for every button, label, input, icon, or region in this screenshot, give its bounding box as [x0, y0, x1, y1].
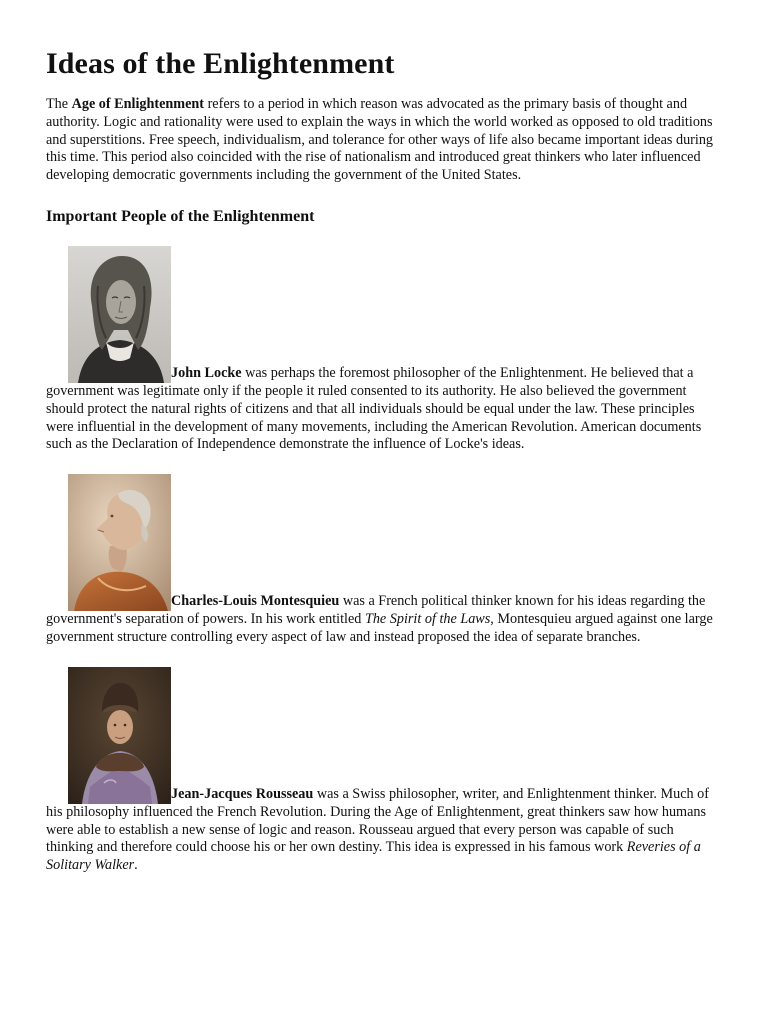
document-body: [46, 44, 722, 875]
person-text-montesquieu: was a French political thinker known for his ideas regarding the government's separation of powers. In his work entitled: [46, 593, 706, 628]
person-name-rousseau: Jean-Jacques Rousseau: [171, 785, 314, 802]
page-title: Ideas of the Enlightenment: [46, 47, 395, 80]
person-text-rousseau-end: .: [134, 857, 138, 874]
person-paragraph-rousseau: [46, 667, 722, 875]
person-name-locke: John Locke: [171, 365, 242, 382]
intro-paragraph: [46, 96, 722, 185]
john-locke-portrait-icon: [68, 246, 171, 383]
intro-bold-term: Age of Enlightenment: [71, 96, 205, 112]
book-title-spirit-of-laws: The Spirit of the Laws: [364, 611, 491, 628]
person-text-rousseau: was a Swiss philosopher, writer, and Enlightenment thinker. Much of his philosophy influenced the French Revolution. During the Age of Enlightenment, great thinkers saw how humans were able to establish a new sense of logic and reason. Rousseau argued that every person was capable of such thinking and therefore could choose his or her own destiny. This idea is expressed in his famous work: [46, 785, 709, 856]
person-text-locke: was perhaps the foremost philosopher of the Enlightenment. He believed that a government was legitimate only if the people it ruled consented to its authority. He also believed the government should protect the natural rights of citizens and that all individuals should be equal under the law. These principles were influential in the development of many movements, including the American Revolution. American documents such as the Declaration of Independence demonstrate the influence of Locke's ideas.: [46, 365, 702, 453]
section-heading: Important People of the Enlightenment: [46, 207, 315, 225]
person-entry-montesquieu: [46, 474, 722, 647]
person-text-montesquieu-end: , Montesquieu argued against one large government structure controlling every aspect of law and instead proposed the idea of separate branches.: [46, 611, 713, 645]
person-paragraph-montesquieu: [46, 474, 722, 647]
intro-lead: The: [46, 96, 72, 112]
intro-rest: refers to a period in which reason was advocated as the primary basis of thought and authority. Logic and rationality were used to explain the ways in which the world worked as opposed to old traditions and superstitions. Free speech, individualism, and tolerance for other ways of life also became important ideas during this time. This period also coincided with the rise of nationalism and introduced great thinkers who later influenced developing democratic governments including the government of the United States.: [46, 96, 714, 184]
book-title-reveries: Reveries of a Solitary Walker: [46, 839, 701, 874]
montesquieu-portrait-icon: [68, 474, 171, 611]
person-entry-rousseau: [46, 667, 722, 875]
person-name-montesquieu: Charles-Louis Montesquieu: [171, 593, 340, 610]
person-entry-locke: [46, 246, 722, 454]
rousseau-portrait-icon: [68, 667, 171, 804]
person-paragraph-locke: [46, 246, 722, 454]
